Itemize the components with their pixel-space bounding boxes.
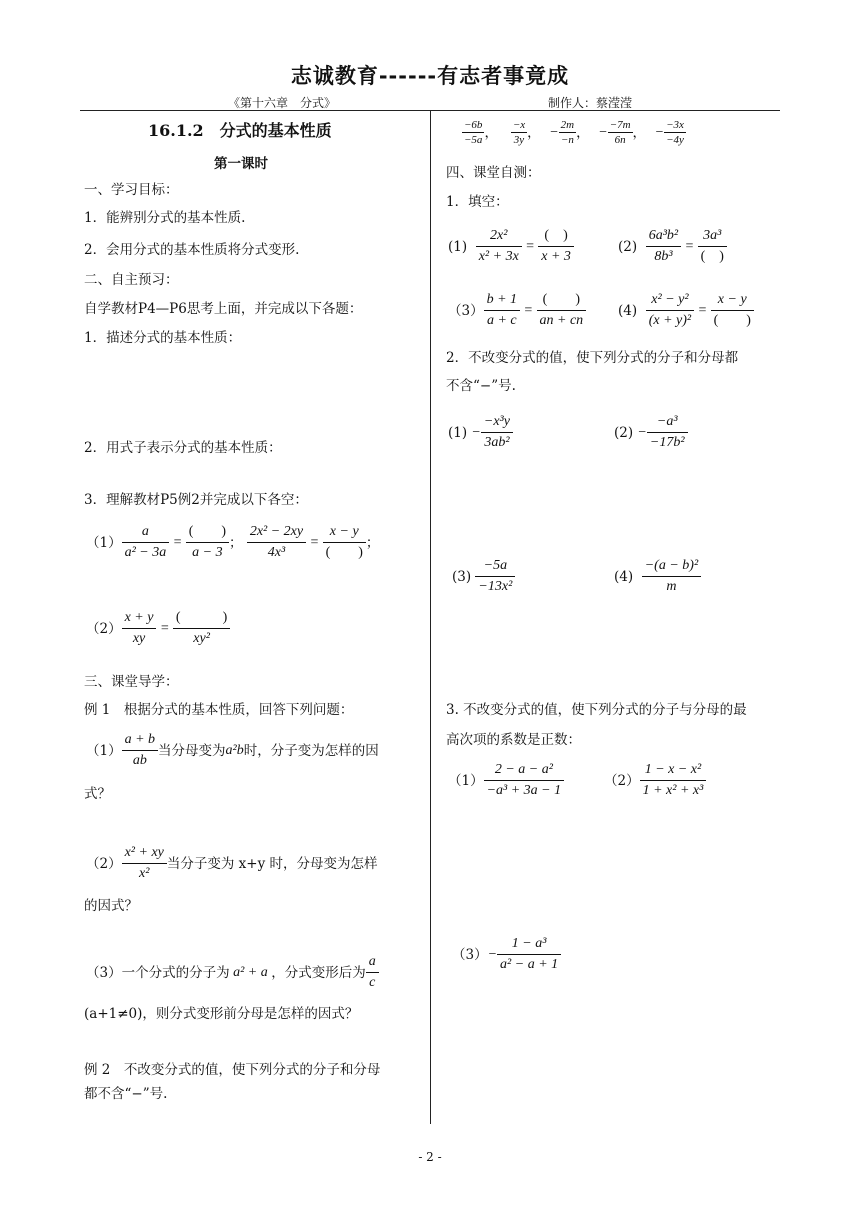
fraction: $\frac{-3x}{-4y}$ [666, 119, 684, 146]
document-title: 志诚教育------有志者事竟成 [290, 64, 570, 88]
fraction: ( ) an + cn [537, 290, 587, 331]
goal-1: 1．能辨别分式的基本性质. [84, 210, 246, 226]
fraction: ( ) x + 3 [538, 226, 574, 267]
preview-q3-1: （1） $\frac{a}{\text{a² − 3a}}$ = ( ) a − 3 ； $\frac{\text{2x² − 2xy}}{\text{4x³}}$ = x − y ( ) ； [86, 522, 379, 563]
example-2-cont: 都不含“−”号. [84, 1086, 168, 1102]
heading-guide: 三、课堂导学： [84, 674, 179, 690]
fraction: $\frac{a}{\text{a² − 3a}}$ [122, 522, 170, 563]
preview-intro: 自学教材P4—P6思考上面，并完成以下各题： [84, 301, 363, 317]
fraction: a + b ab [122, 730, 158, 771]
q3-item-2: （2） 1 − x − x² 1 + x² + x³ [604, 760, 706, 801]
chapter-label: 《第十六章 分式》 [228, 96, 337, 110]
fraction: x − y ( ) [711, 290, 754, 331]
selftest-q3-cont: 高次项的系数是正数： [446, 732, 581, 748]
lesson-label: 第一课时 [214, 156, 268, 172]
selftest-q2: 2．不改变分式的值，使下列分式的分子和分母都 [446, 350, 739, 366]
fraction: 3a³ ( ) [698, 226, 727, 267]
heading-selftest: 四、课堂自测： [446, 165, 541, 181]
example-1-1: （1） a + b ab 当分母变为 a²b 时，分子变为怎样的因 [86, 730, 379, 771]
fraction: −x 3y [512, 119, 526, 146]
goal-2: 2．会用分式的基本性质将分式变形. [84, 242, 300, 258]
selftest-q3: 3. 不改变分式的值，使下列分式的分子与分母的最 [446, 702, 747, 718]
example-1-2: （2） x² + xy x² 当分子变为 x+y 时，分母变为怎样 [86, 843, 378, 884]
fraction: −6b −5a [464, 119, 483, 146]
example-1-3: （3）一个分式的分子为 a² + a ，分式变形后为 a c [86, 952, 379, 993]
example-1: 例 1 根据分式的基本性质，回答下列问题： [84, 702, 354, 718]
q2-item-2: (2) − $\frac{\text{−a³}}{\text{−17b²}}$ [614, 412, 688, 453]
fraction: $\frac{x + y}{xy}$ [122, 608, 157, 649]
q3-item-3: （3） − $\frac{\text{1 − a³}}{\text{a² − a + 1}}$ [452, 934, 561, 975]
column-divider [430, 111, 431, 1124]
fraction: $\frac{\text{2x²}}{\text{x² + 3x}}$ [476, 226, 522, 267]
preview-q2: 2．用式子表示分式的基本性质： [84, 440, 282, 456]
fraction: x² + xy x² [122, 843, 167, 884]
q2-item-3: (3) −5a −13x² [452, 556, 515, 597]
fraction: $\frac{\text{6a³b²}}{\text{8b³}}$ [646, 226, 681, 267]
fill-intro: 1．填空： [446, 194, 509, 210]
q2-item-4: (4) −(a − b)² m [614, 556, 701, 597]
preview-q3-2: （2） $\frac{x + y}{xy}$ = ( ) xy² [86, 608, 230, 649]
fraction: $\frac{2m}{-n}$ [560, 119, 575, 146]
fraction: −(a − b)² m [642, 556, 701, 597]
fraction: $\frac{b + 1}{a + c}$ [484, 290, 520, 331]
fill-2: (2) $\frac{\text{6a³b²}}{\text{8b³}}$ = 3a³ ( ) [618, 226, 727, 267]
page-number: - 2 - [418, 1150, 442, 1164]
q3-item-1: （1） 2 − a − a² −a³ + 3a − 1 [448, 760, 564, 801]
example-2-fractions: −6b −5a ， −x 3y ， − $\frac{2m}{-n}$ ， − $\frac{-7m}{6n}$ ， − $\frac{-3x}{-4y}$ [464, 119, 684, 146]
fraction: −5a −13x² [475, 556, 515, 597]
fraction: a c [366, 952, 379, 993]
fraction: ( ) xy² [173, 608, 230, 649]
fraction: x − y ( ) [323, 522, 366, 563]
example-1-3-cont: (a+1≠0)，则分式变形前分母是怎样的因式？ [84, 1006, 359, 1022]
fraction: $\frac{\text{−a³}}{\text{−17b²}}$ [647, 412, 688, 453]
selftest-q2-cont: 不含“−”号. [446, 378, 516, 394]
fraction: $\frac{\text{x² − y²}}{\text{(x + y)²}}$ [646, 290, 694, 331]
example-1-2-cont: 的因式？ [84, 898, 138, 914]
fraction: $\frac{\text{−x³y}}{\text{3ab²}}$ [481, 412, 513, 453]
example-1-1-cont: 式？ [84, 786, 111, 802]
heading-goals: 一、学习目标： [84, 182, 179, 198]
heading-preview: 二、自主预习： [84, 272, 179, 288]
preview-q3: 3．理解教材P5例2并完成以下各空： [84, 492, 308, 508]
fraction: ( ) a − 3 [186, 522, 229, 563]
fraction: 1 − x − x² 1 + x² + x³ [640, 760, 707, 801]
preview-q1: 1．描述分式的基本性质： [84, 330, 242, 346]
fill-3: （3） $\frac{b + 1}{a + c}$ = ( ) an + cn [448, 290, 586, 331]
fill-4: (4) $\frac{\text{x² − y²}}{\text{(x + y)²}}$ = x − y ( ) [618, 290, 754, 331]
fraction: $\frac{-7m}{6n}$ [609, 119, 631, 146]
section-title: 16.1.2 分式的基本性质 [148, 121, 332, 140]
fraction: 2 − a − a² −a³ + 3a − 1 [484, 760, 565, 801]
fraction: $\frac{\text{2x² − 2xy}}{\text{4x³}}$ [247, 522, 306, 563]
fraction: $\frac{\text{1 − a³}}{\text{a² − a + 1}}$ [497, 934, 561, 975]
author-label: 制作人：蔡滢滢 [548, 96, 633, 110]
q2-item-1: (1) − $\frac{\text{−x³y}}{\text{3ab²}}$ [448, 412, 513, 453]
fill-1: (1) $\frac{\text{2x²}}{\text{x² + 3x}}$ = ( ) x + 3 [448, 226, 574, 267]
example-2: 例 2 不改变分式的值，使下列分式的分子和分母 [84, 1062, 381, 1078]
